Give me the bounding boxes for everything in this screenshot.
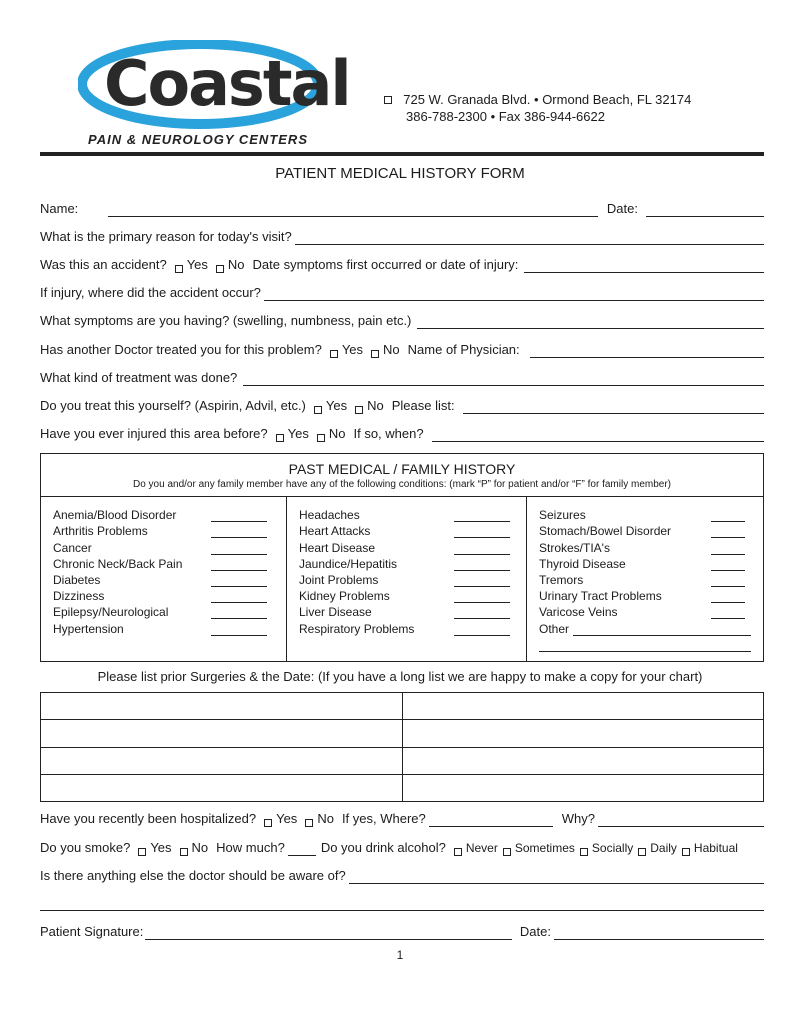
condition-item: Epilepsy/Neurological: [53, 603, 267, 619]
signature-row: [40, 922, 764, 940]
hospitalized-row: [40, 809, 764, 827]
conditions-column-3: [539, 506, 751, 652]
medical-history-divider: [41, 496, 763, 497]
condition-mark-field[interactable]: [711, 575, 745, 587]
condition-item: Heart Attacks: [299, 522, 510, 538]
if-so-when-field[interactable]: [432, 429, 764, 442]
primary-reason-label: What is the primary reason for today's visit?: [40, 229, 292, 244]
logo: [78, 40, 350, 150]
injury-where-row: [40, 283, 764, 301]
conditions-column-1: [53, 506, 267, 636]
injured-before-yes-label: Yes: [287, 426, 309, 441]
form-title: PATIENT MEDICAL HISTORY FORM: [275, 165, 525, 182]
injured-before-yes-checkbox[interactable]: [276, 434, 284, 442]
surgery-cell[interactable]: [41, 693, 403, 720]
checkbox-icon: [384, 96, 392, 104]
smoke-label: Do you smoke?: [40, 840, 131, 855]
table-row: [41, 774, 764, 801]
condition-mark-field[interactable]: [211, 624, 267, 636]
accident-no-label: No: [227, 257, 245, 272]
surgery-cell[interactable]: [41, 774, 403, 801]
name-row: [40, 199, 764, 217]
self-treat-yes-checkbox[interactable]: [314, 406, 322, 414]
condition-item: Hypertension: [53, 619, 267, 635]
hospitalized-no-label: No: [317, 811, 334, 826]
anything-else-label: Is there anything else the doctor should be aware of?: [40, 868, 346, 883]
condition-mark-field[interactable]: [211, 607, 267, 619]
name-label: Name:: [40, 201, 79, 216]
condition-item: Anemia/Blood Disorder: [53, 506, 267, 522]
smoke-no-label: No: [191, 840, 209, 855]
logo-word: Coastal: [104, 47, 350, 120]
condition-mark-field[interactable]: [711, 510, 745, 522]
condition-item: Kidney Problems: [299, 587, 510, 603]
injured-before-no-label: No: [328, 426, 346, 441]
condition-mark-field[interactable]: [454, 575, 510, 587]
condition-mark-field[interactable]: [211, 575, 267, 587]
condition-mark-field[interactable]: [211, 526, 267, 538]
condition-item: Respiratory Problems: [299, 619, 510, 635]
symptoms-field[interactable]: [417, 316, 764, 329]
condition-item: Dizziness: [53, 587, 267, 603]
condition-mark-field[interactable]: [454, 559, 510, 571]
alcohol-socially-label: Socially: [591, 841, 634, 855]
condition-item: Tremors: [539, 571, 751, 587]
injured-before-label: Have you ever injured this area before?: [40, 426, 268, 441]
column-divider: [286, 497, 287, 661]
alcohol-habitual-label: Habitual: [693, 841, 738, 855]
condition-item: Joint Problems: [299, 571, 510, 587]
hospitalized-yes-checkbox[interactable]: [264, 819, 272, 827]
symptoms-label: What symptoms are you having? (swelling, numbness, pain etc.): [40, 313, 412, 328]
if-so-when-label: If so, when?: [353, 426, 424, 441]
why-label: Why?: [561, 811, 595, 826]
table-row: [41, 720, 764, 747]
medical-history-box: [40, 453, 764, 662]
table-row: [41, 747, 764, 774]
condition-item: Strokes/TIA's: [539, 538, 751, 554]
medical-history-subtitle: Do you and/or any family member have any of the following conditions: (mark “P” for patient and/or “F” for family member): [133, 479, 671, 490]
condition-item: Seizures: [539, 506, 751, 522]
surgery-cell[interactable]: [402, 747, 764, 774]
how-much-label: How much?: [216, 840, 285, 855]
date-symptoms-label: Date symptoms first occurred or date of injury:: [252, 257, 519, 272]
anything-else-field[interactable]: [349, 871, 764, 884]
condition-mark-field[interactable]: [454, 543, 510, 555]
condition-item: Headaches: [299, 506, 510, 522]
smoke-yes-checkbox[interactable]: [138, 848, 146, 856]
surgeries-table: [40, 692, 764, 802]
condition-mark-field[interactable]: [211, 510, 267, 522]
self-treat-row: [40, 396, 764, 414]
self-treat-yes-label: Yes: [325, 398, 348, 413]
condition-mark-field[interactable]: [454, 591, 510, 603]
condition-mark-field[interactable]: [711, 591, 745, 603]
condition-item: Heart Disease: [299, 538, 510, 554]
condition-mark-field[interactable]: [711, 543, 745, 555]
condition-mark-field[interactable]: [454, 510, 510, 522]
date-field[interactable]: [646, 204, 764, 217]
condition-item: Urinary Tract Problems: [539, 587, 751, 603]
hospital-where-field[interactable]: [429, 814, 553, 827]
signature-date-label: Date:: [519, 924, 551, 939]
anything-else-row-2: [40, 893, 764, 911]
drink-label: Do you drink alcohol?: [320, 840, 446, 855]
surgeries-title: Please list prior Surgeries & the Date: (If you have a long list we are happy to make a copy for your chart): [97, 669, 703, 684]
smoke-no-checkbox[interactable]: [180, 848, 188, 856]
other-doctor-row: [40, 340, 764, 358]
other-doctor-yes-label: Yes: [341, 342, 364, 357]
alcohol-never-checkbox[interactable]: [454, 848, 462, 856]
smoke-alcohol-row: [40, 838, 764, 856]
other-doctor-no-checkbox[interactable]: [371, 350, 379, 358]
anything-else-row: [40, 866, 764, 884]
physician-name-label: Name of Physician:: [407, 342, 520, 357]
injury-where-field[interactable]: [264, 288, 764, 301]
treatment-field[interactable]: [243, 373, 764, 386]
table-row: [41, 693, 764, 720]
other-condition-field[interactable]: [573, 624, 751, 636]
how-much-field[interactable]: [288, 843, 316, 856]
other-doctor-yes-checkbox[interactable]: [330, 350, 338, 358]
condition-item: Stomach/Bowel Disorder: [539, 522, 751, 538]
condition-item: Liver Disease: [299, 603, 510, 619]
page-number: 1: [396, 948, 404, 962]
header-divider: [40, 152, 764, 156]
condition-item: Varicose Veins: [539, 603, 751, 619]
date-symptoms-field[interactable]: [524, 260, 764, 273]
treatment-label: What kind of treatment was done?: [40, 370, 238, 385]
alcohol-habitual-checkbox[interactable]: [682, 848, 690, 856]
injury-where-label: If injury, where did the accident occur?: [40, 285, 261, 300]
surgery-cell[interactable]: [402, 693, 764, 720]
anything-else-field-2[interactable]: [40, 898, 764, 911]
primary-reason-row: [40, 227, 764, 245]
hospitalized-yes-label: Yes: [276, 811, 298, 826]
accident-no-checkbox[interactable]: [216, 265, 224, 273]
alcohol-never-label: Never: [465, 841, 498, 855]
patient-signature-label: Patient Signature:: [40, 924, 144, 939]
accident-yes-label: Yes: [186, 257, 208, 272]
date-label: Date:: [606, 201, 638, 216]
alcohol-socially-checkbox[interactable]: [580, 848, 588, 856]
primary-reason-field[interactable]: [295, 232, 764, 245]
other-doctor-label: Has another Doctor treated you for this problem?: [40, 342, 322, 357]
hospitalized-label: Have you recently been hospitalized?: [40, 811, 257, 826]
condition-item: Chronic Neck/Back Pain: [53, 555, 267, 571]
other-condition-field-2[interactable]: [539, 640, 751, 652]
hospital-why-field[interactable]: [598, 814, 764, 827]
condition-item: Arthritis Problems: [53, 522, 267, 538]
injured-before-no-checkbox[interactable]: [317, 434, 325, 442]
alcohol-sometimes-label: Sometimes: [514, 841, 575, 855]
logo-subtitle: PAIN & NEUROLOGY CENTERS: [88, 132, 308, 147]
please-list-field[interactable]: [463, 401, 764, 414]
self-treat-no-checkbox[interactable]: [355, 406, 363, 414]
if-yes-where-label: If yes, Where?: [341, 811, 426, 826]
smoke-yes-label: Yes: [150, 840, 172, 855]
address-line-1: 725 W. Granada Blvd. • Ormond Beach, FL 32174: [403, 92, 692, 107]
self-treat-label: Do you treat this yourself? (Aspirin, Advil, etc.): [40, 398, 306, 413]
alcohol-daily-checkbox[interactable]: [638, 848, 646, 856]
condition-mark-field[interactable]: [454, 526, 510, 538]
injured-before-row: [40, 424, 764, 442]
condition-mark-field[interactable]: [454, 607, 510, 619]
signature-field[interactable]: [145, 927, 512, 940]
condition-item: Jaundice/Hepatitis: [299, 555, 510, 571]
please-list-label: Please list:: [391, 398, 455, 413]
conditions-column-2: [299, 506, 510, 636]
other-doctor-no-label: No: [383, 342, 400, 357]
address-block: [384, 91, 691, 125]
medical-history-title: PAST MEDICAL / FAMILY HISTORY: [288, 461, 516, 477]
alcohol-daily-label: Daily: [650, 841, 677, 855]
condition-mark-field[interactable]: [711, 607, 745, 619]
treatment-row: [40, 368, 764, 386]
condition-item-other: Other: [539, 619, 751, 635]
condition-mark-field[interactable]: [211, 559, 267, 571]
accident-label: Was this an accident?: [40, 257, 167, 272]
physician-name-field[interactable]: [530, 345, 764, 358]
column-divider: [526, 497, 527, 661]
surgery-cell[interactable]: [402, 720, 764, 747]
condition-mark-field[interactable]: [211, 591, 267, 603]
name-field[interactable]: [108, 204, 598, 217]
condition-item: Cancer: [53, 538, 267, 554]
address-line-2: 386-788-2300 • Fax 386-944-6622: [406, 109, 605, 124]
condition-item-other-continued: [539, 636, 751, 652]
accident-row: [40, 255, 764, 273]
surgery-cell[interactable]: [41, 720, 403, 747]
accident-yes-checkbox[interactable]: [175, 265, 183, 273]
self-treat-no-label: No: [367, 398, 384, 413]
hospitalized-no-checkbox[interactable]: [305, 819, 313, 827]
surgery-cell[interactable]: [402, 774, 764, 801]
signature-date-field[interactable]: [554, 927, 764, 940]
condition-mark-field[interactable]: [454, 624, 510, 636]
condition-item: Diabetes: [53, 571, 267, 587]
condition-mark-field[interactable]: [711, 526, 745, 538]
condition-item: Thyroid Disease: [539, 555, 751, 571]
alcohol-sometimes-checkbox[interactable]: [503, 848, 511, 856]
condition-mark-field[interactable]: [711, 559, 745, 571]
condition-mark-field[interactable]: [211, 543, 267, 555]
symptoms-row: [40, 311, 764, 329]
surgery-cell[interactable]: [41, 747, 403, 774]
